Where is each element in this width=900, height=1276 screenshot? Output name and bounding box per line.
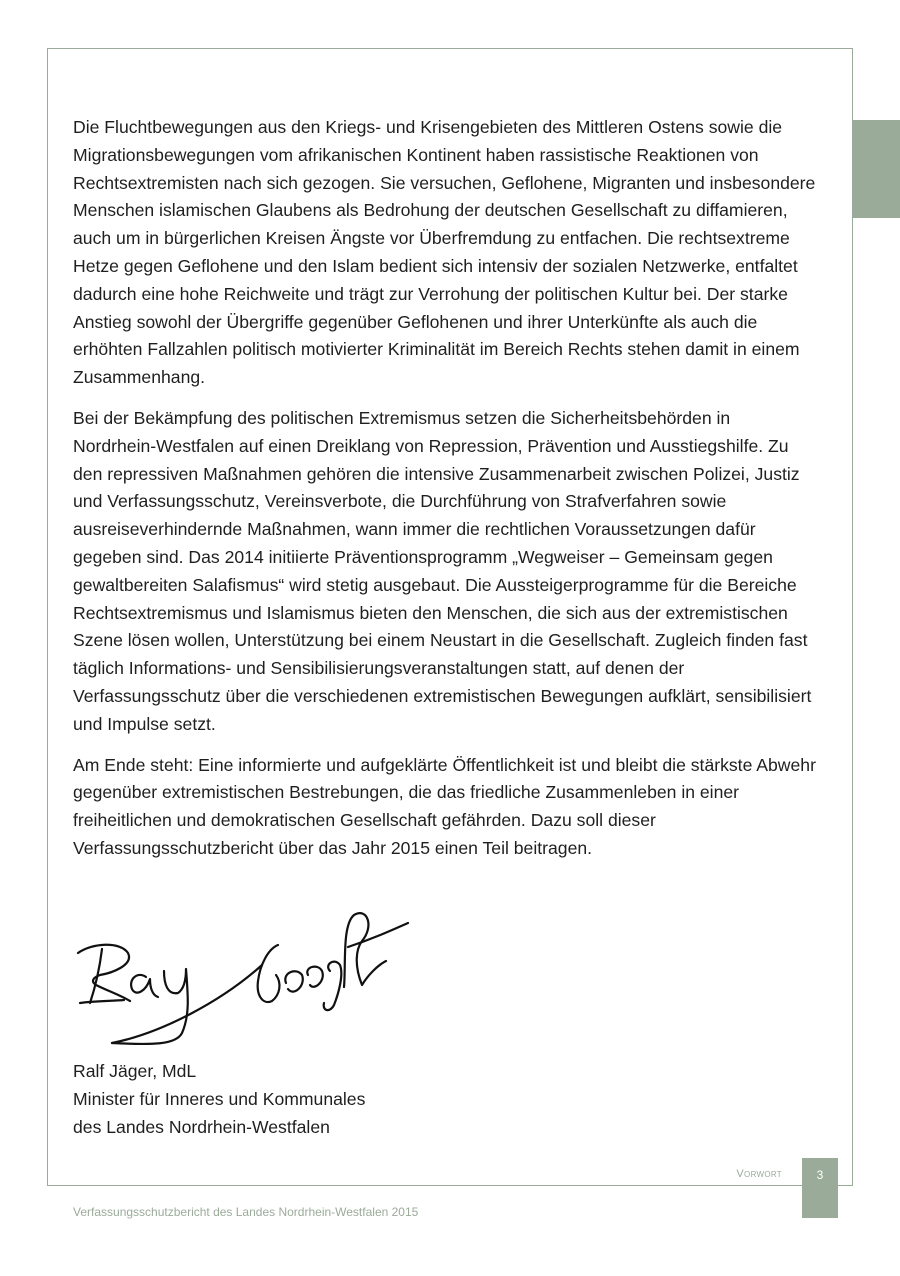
- author-name: Ralf Jäger, MdL: [73, 1061, 197, 1081]
- page-number: 3: [802, 1158, 838, 1218]
- side-tab: [853, 120, 900, 218]
- paragraph-3: Am Ende steht: Eine informierte und aufgeklärte Öffentlichkeit ist und bleibt die stärkste Abwehr gegenüber extremistischen Bestrebungen, die das friedliche Zusammenleben in einer freiheitlichen und demokratischen Gesellschaft gefährden. Dazu soll dieser Verfassungsschutzbericht über das Jahr 2015 einen Teil beitragen.: [73, 754, 816, 858]
- paragraph-2: Bei der Bekämpfung des politischen Extremismus setzen die Sicherheitsbehörden in Nordrhein-Westfalen auf einen Dreiklang von Repression, Prävention und Ausstiegshilfe. Zu den repressiven Maßnahmen gehören die intensive Zusammenarbeit zwischen Polizei, Justiz und Verfassungsschutz, Vereinsverbote, die Durchführung von Strafverfahren sowie ausreiseverhindernde Maßnahmen, wann immer die rechtlichen Voraussetzungen dafür gegeben sind. Das 2014 initiierte Präventionsprogramm „Wegweiser – Gemeinsam gegen gewaltbereiten Salafismus“ wird stetig ausgebaut. Die Aussteigerprogramme für die Bereiche Rechtsextremismus und Islamismus bieten den Menschen, die sich aus der extremistischen Szene lösen wollen, Unterstützung bei einem Neustart in die Gesellschaft. Zugleich finden fast täglich Informations- und Sensibilisierungsveranstaltungen statt, auf denen der Verfassungsschutz über die verschiedenen extremistischen Bewegungen aufklärt, sensibilisiert und Impulse setzt.: [73, 407, 812, 734]
- paragraph-1: Die Fluchtbewegungen aus den Kriegs- und Krisengebieten des Mittleren Ostens sowie die Migrationsbewegungen vom afrikanischen Kontinent haben rassistische Reaktionen von Rechtsextremisten nach sich gezogen. Sie versuchen, Geflohene, Migranten und insbesondere Menschen islamischen Glaubens als Bedrohung der deutschen Gesellschaft zu diffamieren, auch um in bürgerlichen Kreisen Ängste vor Überfremdung zu entfachen. Die rechtsextreme Hetze gegen Geflohene und den Islam bedient sich intensiv der sozialen Netzwerke, entfaltet dadurch eine hohe Reichweite und trägt zur Verrohung der politischen Kultur bei. Der starke Anstieg sowohl der Übergriffe gegenüber Geflohenen und ihrer Unterkünfte als auch die erhöhten Fallzahlen politisch motivierter Kriminalität im Bereich Rechts stehen damit in einem Zusammenhang.: [73, 117, 816, 388]
- footer-text: Verfassungsschutzbericht des Landes Nordrhein-Westfalen 2015: [73, 1205, 419, 1219]
- author-block: [73, 1058, 365, 1141]
- signature: [72, 892, 412, 1055]
- author-state: des Landes Nordrhein-Westfalen: [73, 1116, 330, 1137]
- author-title: Minister für Inneres und Kommunales: [73, 1088, 366, 1109]
- section-label: Vorwort: [736, 1168, 782, 1180]
- body-text: [73, 114, 818, 876]
- signature-text: Ralf Jäger: [72, 892, 145, 909]
